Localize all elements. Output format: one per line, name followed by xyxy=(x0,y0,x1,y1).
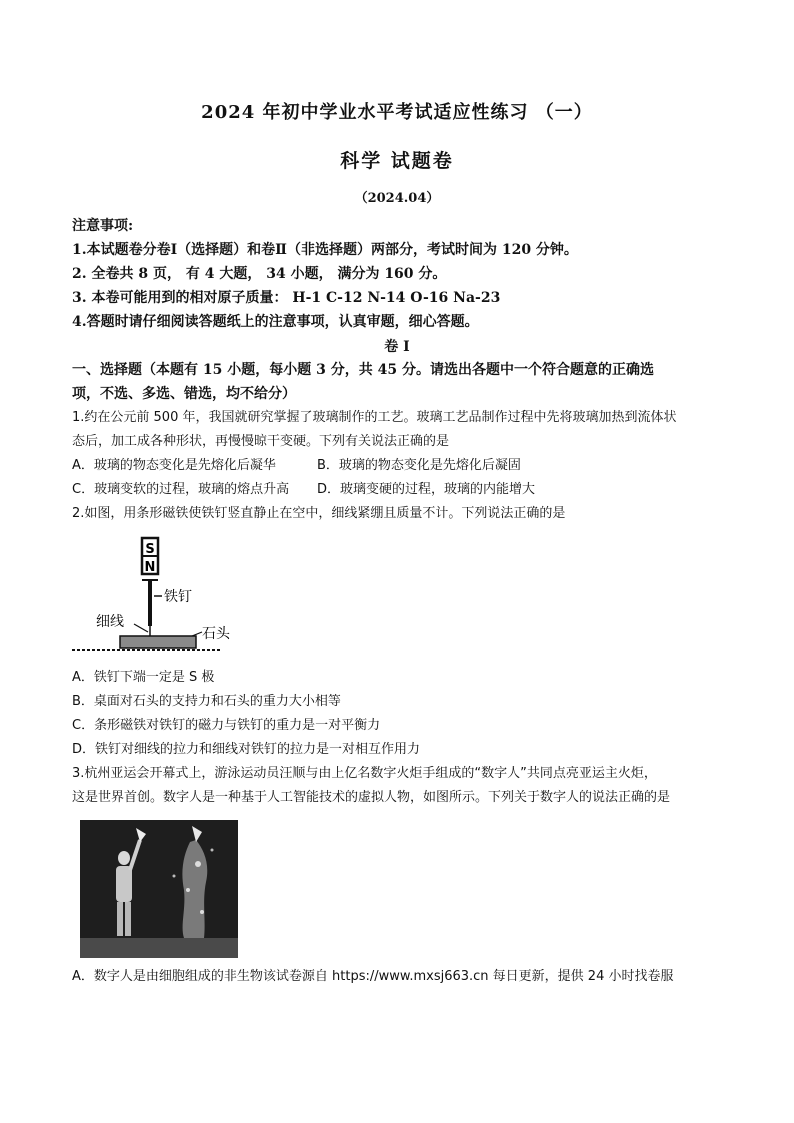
exam-title: 2024 年初中学业水平考试适应性练习 （一） xyxy=(201,102,593,123)
digital-human-photo xyxy=(80,820,238,958)
option-b: B．桌面对石头的支持力和石头的重力大小相等 xyxy=(72,694,341,709)
note-item: 3. 本卷可能用到的相对原子质量： H-1 C-12 N-14 O-16 Na-23 xyxy=(72,290,501,306)
stone xyxy=(120,636,196,648)
section-heading xyxy=(72,358,722,406)
question-stem: 1.约在公元前 500 年，我国就研究掌握了玻璃制作的工艺。玻璃工艺品制作过程中先将玻璃加热到流体状 xyxy=(72,410,677,425)
option-a: A．铁钉下端一定是 S 极 xyxy=(72,670,215,685)
digital-human xyxy=(182,840,207,938)
exam-page xyxy=(72,98,722,988)
magnet-nail-diagram xyxy=(72,528,232,660)
note-item: 2. 全卷共 8 页， 有 4 大题， 34 小题， 满分为 160 分。 xyxy=(72,266,447,282)
notes-block xyxy=(72,214,722,334)
digital-human-image xyxy=(80,820,238,958)
option-d: D．铁钉对细线的拉力和细线对铁钉的拉力是一对相互作用力 xyxy=(72,742,421,757)
option-a: A．玻璃的物态变化是先熔化后凝华 xyxy=(72,458,276,473)
volume-heading: 卷 Ⅰ xyxy=(384,339,410,355)
exam-date: （2024.04） xyxy=(354,191,440,206)
magnet-nail-figure xyxy=(72,528,232,660)
option-c: C．玻璃变软的过程，玻璃的熔点升高 xyxy=(72,482,290,497)
question-stem: 2.如图，用条形磁铁使铁钉竖直静止在空中，细线紧绷且质量不计。下列说法正确的是 xyxy=(72,506,566,521)
question-3 xyxy=(72,762,722,988)
option-a: A．数字人是由细胞组成的非生物该试卷源自 https://www.mxsj663.cn 每日更新，提供 24 小时找卷服 xyxy=(72,969,674,984)
nail-label: 铁钉 xyxy=(164,589,192,605)
stone-label: 石头 xyxy=(202,626,230,642)
magnet-s-label: S xyxy=(145,542,155,557)
note-item: 1.本试题卷分卷Ⅰ（选择题）和卷Ⅱ（非选择题）两部分，考试时间为 120 分钟。 xyxy=(72,242,578,258)
exam-subject: 科学 试题卷 xyxy=(340,150,454,172)
question-stem: 3.杭州亚运会开幕式上，游泳运动员汪顺与由上亿名数字火炬手组成的“数字人”共同点亮亚运主火炬， xyxy=(72,766,657,781)
section-line: 项，不选、多选、错选，均不给分） xyxy=(72,386,296,402)
option-b: B．玻璃的物态变化是先熔化后凝固 xyxy=(317,458,521,473)
note-item: 4.答题时请仔细阅读答题纸上的注意事项，认真审题，细心答题。 xyxy=(72,314,479,330)
swimmer-head xyxy=(118,851,130,865)
question-2 xyxy=(72,502,722,762)
question-stem: 这是世界首创。数字人是一种基于人工智能技术的虚拟人物，如图所示。下列关于数字人的说法正确的是 xyxy=(72,790,671,805)
notes-heading: 注意事项: xyxy=(72,218,134,234)
magnet-n-label: N xyxy=(144,560,156,575)
question-stem: 态后，加工成各种形状，再慢慢晾干变硬。下列有关说法正确的是 xyxy=(72,434,450,449)
thread-label: 细线 xyxy=(96,614,124,630)
question-1 xyxy=(72,406,722,502)
swimmer-body xyxy=(116,866,132,902)
option-d: D．玻璃变硬的过程，玻璃的内能增大 xyxy=(317,482,536,497)
section-line: 一、选择题（本题有 15 小题，每小题 3 分，共 45 分。请选出各题中一个符合题意的正确选 xyxy=(72,362,654,378)
option-c: C．条形磁铁对铁钉的磁力与铁钉的重力是一对平衡力 xyxy=(72,718,381,733)
